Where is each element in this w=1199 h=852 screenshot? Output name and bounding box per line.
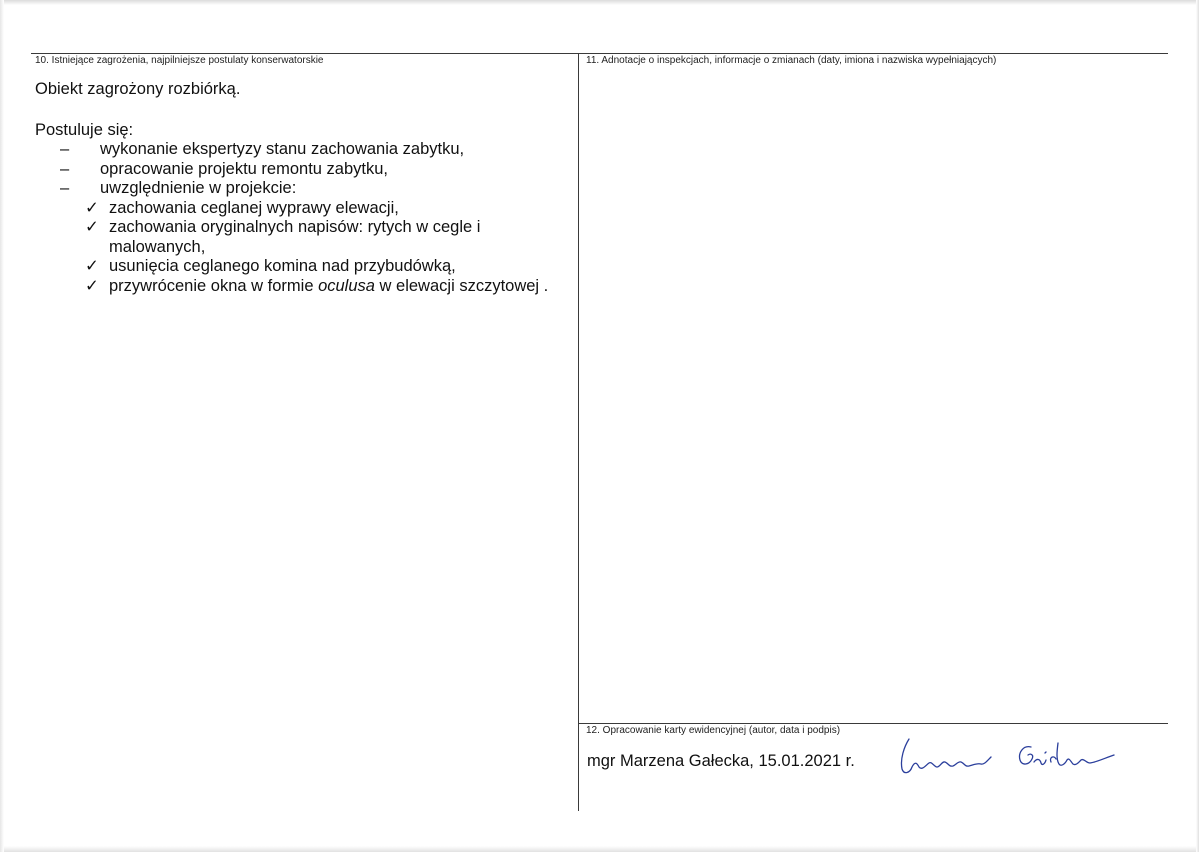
scan-edge-bottom [0, 846, 1199, 852]
list-item [85, 218, 575, 257]
postulate-text: wykonanie ekspertyzy stanu zachowania zabytku, [100, 140, 465, 158]
postulate-text: opracowanie projektu remontu zabytku, [100, 159, 388, 178]
project-item-text: usunięcia ceglanego komina nad przybudówką, [109, 257, 456, 275]
list-item [85, 277, 575, 297]
project-item-text: zachowania ceglanej wyprawy elewacji, [109, 198, 399, 217]
list-item [60, 160, 575, 180]
author-date: mgr Marzena Gałecka, 15.01.2021 r. [587, 752, 855, 770]
dash-bullet: – [60, 179, 70, 197]
project-item-text: przywrócenie okna w formie [109, 276, 319, 295]
project-item-text-end: w elewacji szczytowej . [374, 276, 549, 295]
top-rule-left [31, 53, 578, 54]
list-item [60, 179, 575, 296]
list-item [85, 199, 575, 219]
signature-first-name [901, 739, 991, 773]
threat-statement: Obiekt zagrożony rozbiórką. [35, 80, 241, 98]
check-mark-icon: ✓ [85, 257, 99, 275]
check-mark-icon: ✓ [85, 198, 99, 217]
check-mark-icon: ✓ [85, 276, 99, 295]
section-11-label: 11. Adnotacje o inspekcjach, informacje o zmianach (daty, imiona i nazwiska wypełniających) [586, 55, 997, 66]
check-mark-icon: ✓ [85, 218, 99, 236]
scan-edge-top [0, 0, 1199, 5]
postulates-intro: Postuluje się: [35, 120, 134, 139]
postulates-list [60, 140, 575, 296]
section-10-label: 10. Istniejące zagrożenia, najpilniejsze postulaty konserwatorskie [35, 55, 324, 66]
section-12-rule [579, 723, 1168, 724]
handwritten-signature [895, 733, 1120, 783]
scan-edge-left [0, 0, 4, 852]
signature-last-name [1020, 743, 1114, 765]
section-10-content [35, 80, 575, 296]
list-item [60, 140, 575, 160]
column-divider [578, 53, 579, 811]
top-rule-right [579, 53, 1168, 54]
project-item-text: zachowania oryginalnych napisów: rytych w cegle i malowanych, [109, 218, 481, 256]
section-12-label: 12. Opracowanie karty ewidencyjnej (autor, data i podpis) [586, 725, 841, 736]
project-item-italic: oculusa [318, 276, 375, 295]
dash-bullet: – [60, 159, 70, 178]
postulate-text: uwzględnienie w projekcie: [100, 179, 297, 197]
project-items-list [85, 199, 575, 297]
dash-bullet: – [60, 140, 70, 158]
list-item [85, 257, 575, 277]
